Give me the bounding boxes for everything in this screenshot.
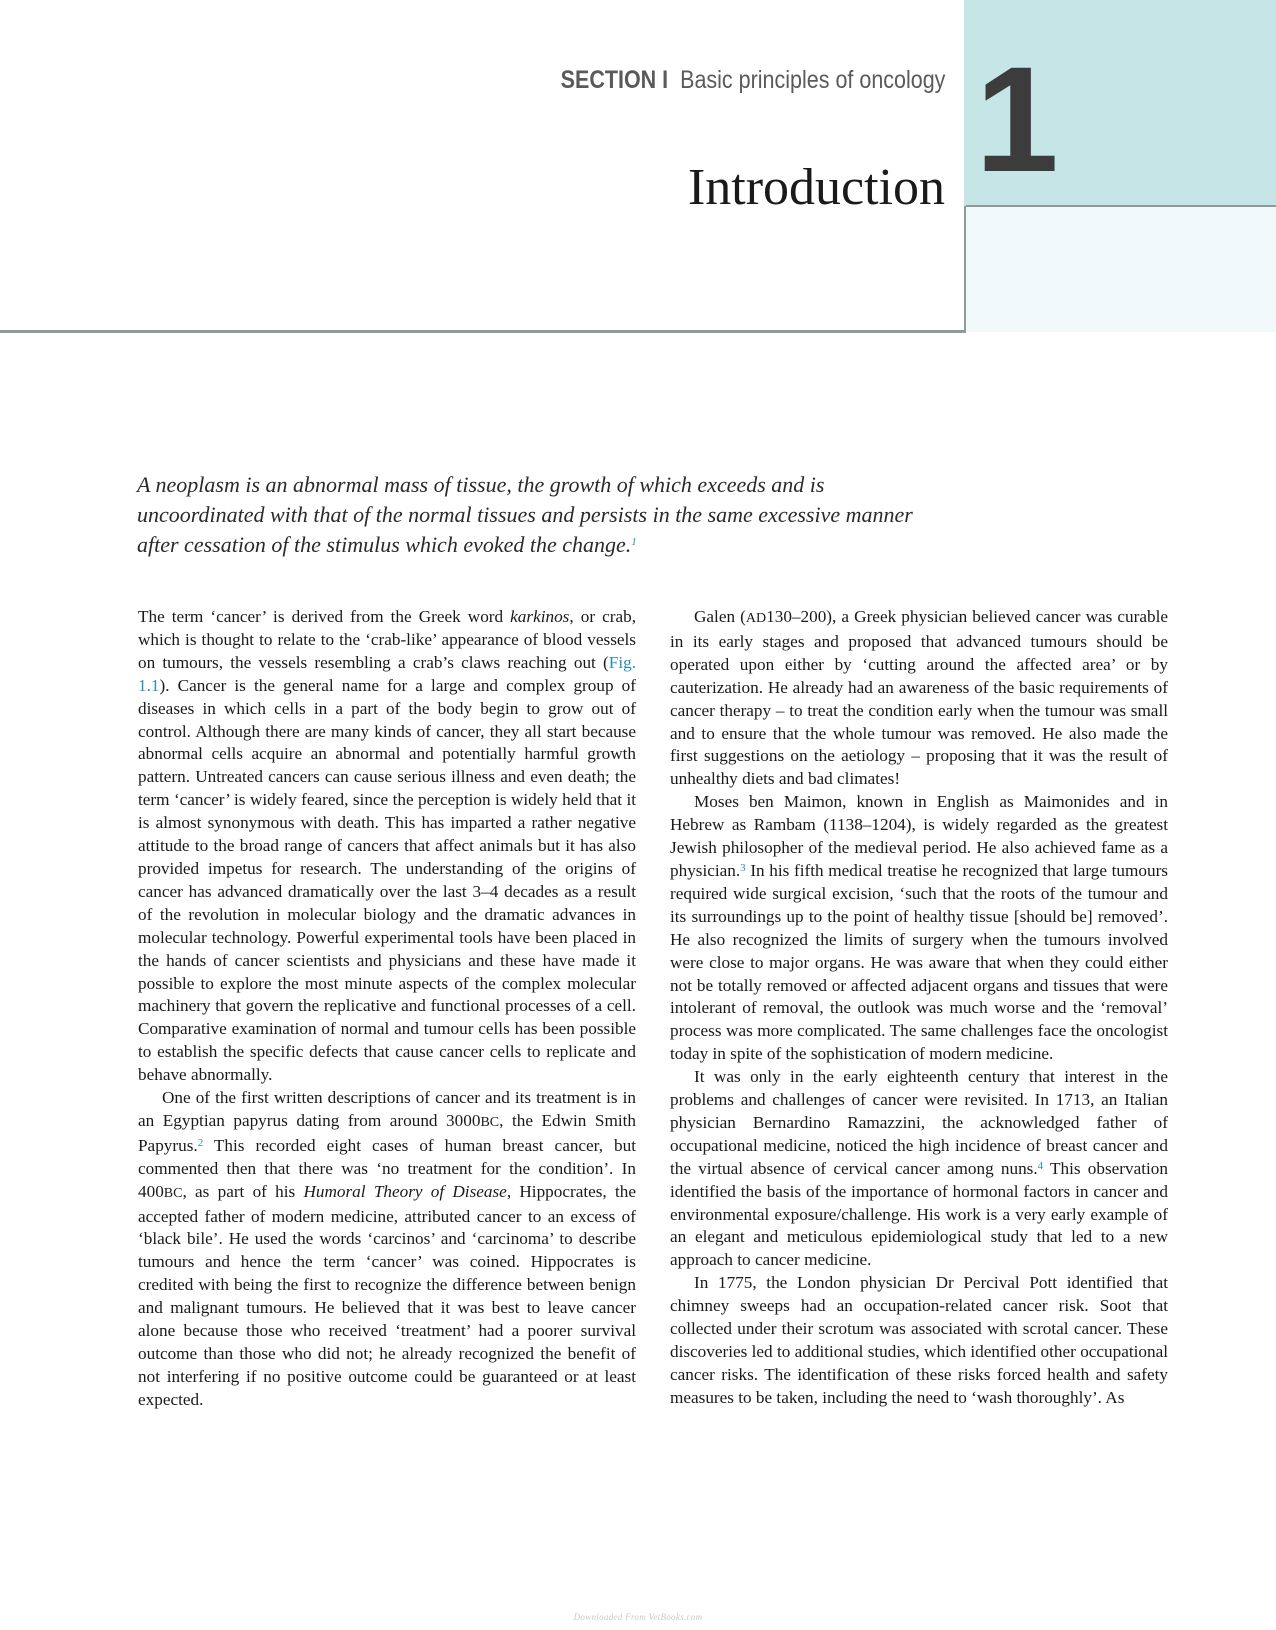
body-column-left — [138, 606, 636, 1412]
download-watermark: Downloaded From VetBooks.com — [573, 1612, 703, 1622]
paragraph-text: 130–200), a Greek physician believed cancer was curable in its early stages and proposed that advanced tumours should be operated upon either by ‘cutting around the affected area’ or by cauterization. He already had an awareness of the basic requirements of cancer therapy – to treat the condition early when the tumour was small and to ensure that the whole tumour was removed. He also made the first suggestions on the aetiology – proposing that it was the result of unhealthy diets and bad climates! — [670, 607, 1169, 789]
paragraph-text: This observation identified the basis of the importance of hormonal factors in cancer and environmental exposure/challenge. His work is a very early example of an elegant and meticulous epidemiological study that led to a new approach to cancer medicine. — [670, 1158, 1168, 1270]
reference-link[interactable]: 4 — [1037, 1159, 1044, 1172]
paragraph-text: Moses ben Maimon, known in English as Maimonides and in Hebrew as Rambam (1138–1204), is widely regarded as the greatest Jewish philosopher of the medieval period. He also achieved fame as a physician. — [670, 792, 1168, 880]
figure-link[interactable]: Fig. 1.1 — [138, 652, 636, 695]
paragraph-text: It was only in the early eighteenth century that interest in the problems and challenges of cancer were revisited. In 1713, an Italian physician Bernardino Ramazzini, the acknowledged father of occupational medicine, noticed the high incidence of breast cancer and the virtual absence of cervical cancer among nuns. — [670, 1067, 1168, 1178]
paragraph-text: Galen ( — [694, 607, 746, 626]
era-abbreviation: AD — [745, 611, 767, 626]
paragraph-text: The term ‘cancer’ is derived from the Greek word — [138, 607, 511, 626]
era-abbreviation: BC — [480, 1114, 500, 1130]
epigraph-reference[interactable]: 1 — [631, 536, 637, 548]
chapter-title: Introduction — [687, 159, 945, 216]
reference-link[interactable]: 2 — [197, 1136, 204, 1149]
emphasis-text: karkinos — [510, 607, 570, 626]
reference-link[interactable]: 3 — [740, 861, 746, 874]
header-rule — [0, 330, 966, 333]
emphasis-text: Humoral Theory of Disease — [303, 1181, 507, 1201]
section-title: Basic principles of oncology — [679, 66, 945, 94]
paragraph-text: ). Cancer is the general name for a large and complex group of diseases in which cells in a part of the body begin to grow out of control. Although there are many kinds of cancer, they all start because abnormal cells acquire an abnormal and potentially harmful growth pattern. Untreated cancers can cause serious illness and even death; the term ‘cancer’ is widely feared, since the perception is widely held that it is almost synonymous with death. This has imparted a rather negative attitude to the broad range of cancers that affect animals but it has also provided impetus for research. The understanding of the origins of cancer has advanced dramatically over the last 3–4 decades as a result of the revolution in molecular biology and the dramatic advances in molecular technology. Powerful experimental tools have been placed in the hands of cancer scientists and physicians and these have made it possible to explore the most minute aspects of the complex molecular machinery that govern the replicative and functional processes of a cell. Comparative examination of normal and tumour cells has been possible to establish the specific defects that cause cancer cells to replicate and behave abnormally. — [138, 675, 636, 1085]
paragraph — [670, 1066, 1168, 1272]
banner-divider-horizontal — [966, 205, 1276, 207]
paragraph-text: , Hippocrates, the accepted father of modern medicine, attributed cancer to an excess of ‘black bile’. He used the words ‘carcinos’ and ‘carcinoma’ to describe tumours and hence the term ‘cancer’ was coined. Hippocrates is credited with being the first to recognize the difference between benign and malignant tumours. He believed that it was best to leave cancer alone because those who received ‘treatment’ had a poorer survival outcome than those who did not; he already recognized the benefit of not interfering if no positive outcome could be guaranteed or at least expected. — [138, 1181, 636, 1409]
body-column-right — [670, 606, 1168, 1410]
paragraph-text: , the Edwin Smith Papyrus. — [138, 1110, 636, 1155]
paragraph-text: This recorded eight cases of human breast cancer, but commented then that there was ‘no treatment for the condition’. In 400 — [138, 1135, 636, 1201]
paragraph-text: , as part of his — [182, 1181, 304, 1201]
paragraph-text: In 1775, the London physician Dr Percival Pott identified that chimney sweeps had an occupation-related cancer risk. Soot that collected under their scrotum was associated with scrotal cancer. These discoveries led to additional studies, which identified other occupational cancer risks. The identification of these risks forced health and safety measures to be taken, including the need to ‘wash thoroughly’. As — [670, 1273, 1168, 1407]
banner-divider-vertical — [964, 206, 966, 332]
epigraph-text: A neoplasm is an abnormal mass of tissue, the growth of which exceeds and is uncoordinated with that of the normal tissues and persists in the same excessive manner after cessation of the stimulus which evoked the change. — [137, 472, 913, 557]
paragraph-text: In his fifth medical treatise he recognized that large tumours required wide surgical excision, ‘such that the roots of the tumour and its surroundings up to the point of healthy tissue [should be] removed’. He also recognized the limits of surgery when the tumours involved were close to major organs. He was aware that when they could either not be totally removed or affected adjacent organs and tissues that were intolerant of removal, the outlook was much worse and the ‘removal’ process was more complicated. The same challenges face the oncologist today in spite of the sophistication of modern medicine. — [670, 860, 1168, 1064]
section-heading — [560, 66, 945, 95]
section-separator — [674, 66, 680, 94]
paragraph — [670, 1272, 1168, 1409]
paragraph — [138, 1087, 636, 1412]
paragraph — [670, 606, 1168, 791]
epigraph — [137, 470, 937, 560]
era-abbreviation: BC — [163, 1185, 183, 1201]
chapter-banner-bottom — [964, 206, 1276, 332]
section-label: SECTION I — [560, 66, 668, 94]
paragraph — [670, 791, 1168, 1066]
chapter-number: 1 — [975, 35, 1059, 203]
paragraph — [138, 606, 636, 1087]
paragraph-text: One of the first written descriptions of cancer and its treatment is in an Egyptian papyrus dating from around 3000 — [138, 1088, 636, 1130]
paragraph-text: , or crab, which is thought to relate to the ‘crab-like’ appearance of blood vessels on tumours, the vessels resembling a crab’s claws reaching out ( — [138, 607, 636, 672]
